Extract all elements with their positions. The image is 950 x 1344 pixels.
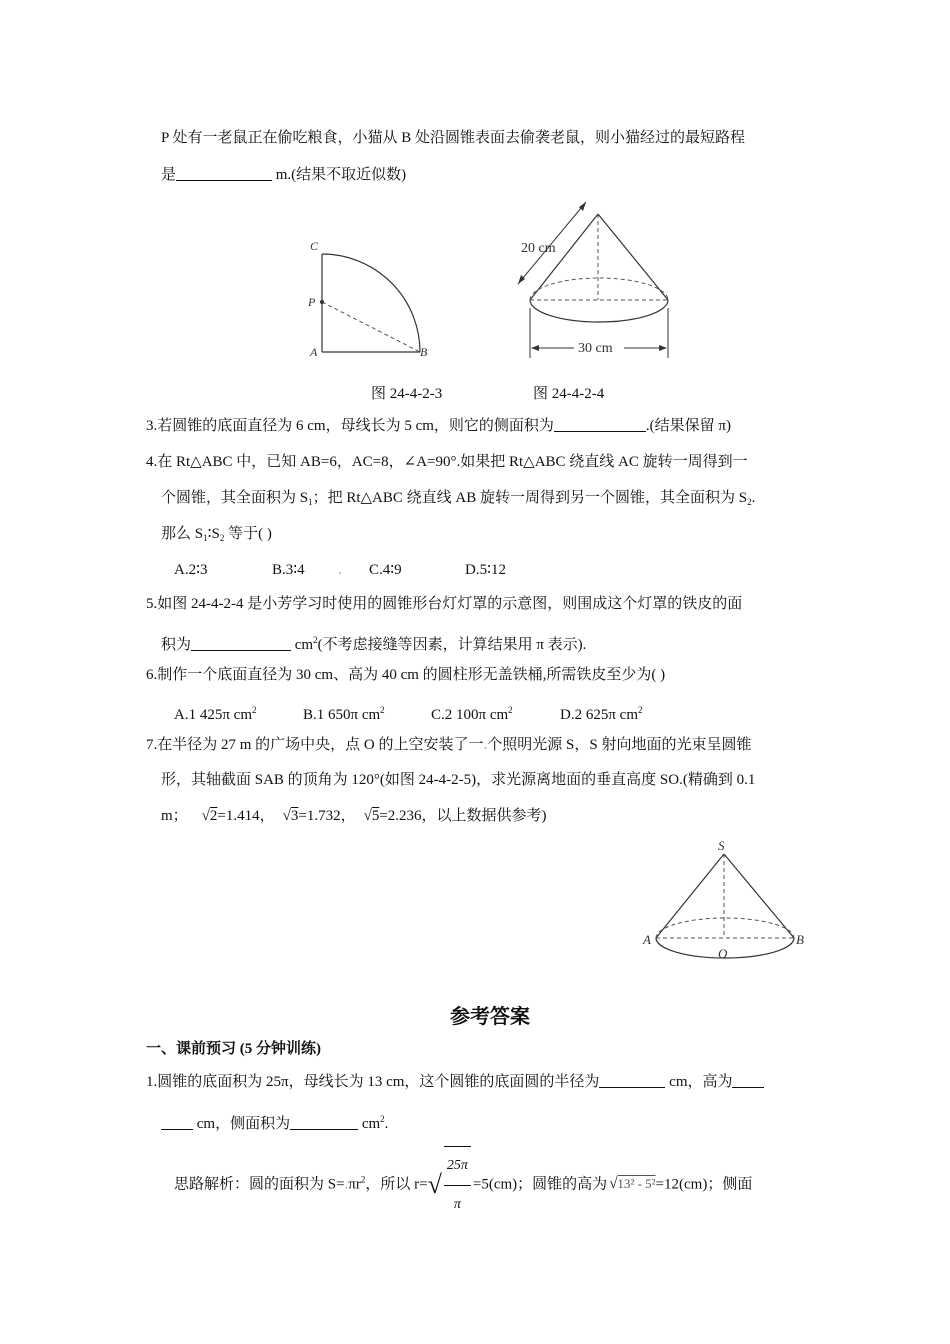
question-7-line-1: 7.在半径为 27 m 的广场中央，点 O 的上空安装了一.个照明光源 S，S 射向地面的光束呈圆锥 [146, 737, 752, 753]
orange-dot-mark: . [338, 562, 342, 578]
label-o: O [718, 946, 728, 961]
answer-blank[interactable] [554, 417, 646, 432]
question-6: 6.制作一个底面直径为 30 cm、高为 40 cm 的圆柱形无盖铁桶,所需铁皮至少为( ) [146, 667, 666, 683]
sqrt-expression: √13² - 5² [609, 1176, 656, 1193]
figure-light-cone [638, 838, 818, 968]
figure-cone-lampshade [500, 200, 700, 370]
label-s: S [718, 838, 725, 853]
question-4-option-b[interactable]: B.3∶4 [272, 562, 305, 578]
sqrt-2: √2 [201, 808, 218, 824]
label-a: A [643, 932, 651, 947]
label-a: A [310, 345, 318, 359]
question-5-line-2: 积为 $cm^2$(不考虑接缝等因素，计算结果用 π 表示). [161, 635, 587, 653]
question-6-option-a[interactable]: A.1 425π $cm^2$ [174, 705, 257, 723]
answer-blank[interactable] [161, 1115, 193, 1130]
answer-blank[interactable] [599, 1073, 665, 1088]
sqrt-3: √3 [282, 808, 299, 824]
question-6-option-d[interactable]: D.2 625π $cm^2$ [560, 705, 643, 723]
label-b: B [420, 345, 428, 359]
question-4-line-2: 个圆锥，其全面积为 $S_1$；把 Rt△ABC 绕直线 AB 旋转一周得到另一个圆锥，其全面积为 $S_2$. [161, 490, 756, 507]
answer-blank[interactable] [290, 1115, 358, 1130]
fraction: $\frac{25\pi}{\pi}$ [444, 1146, 471, 1224]
label-slant-length: 20 cm [521, 241, 556, 256]
question-7-line-3: m； √2=1.414， √3=1.732， √5=2.236，以上数据供参考) [161, 808, 547, 824]
question-4-line-1: 4.在 Rt△ABC 中，已知 AB=6，AC=8，∠A=90°.如果把 Rt△ABC 绕直线 AC 旋转一周得到一 [146, 454, 748, 470]
caption-fig-3: 图 24-4-2-3 [371, 386, 443, 402]
answer-1-line-2: cm，侧面积为 $cm^2$. [161, 1109, 388, 1134]
answer-blank[interactable] [732, 1073, 764, 1088]
label-b: B [796, 932, 804, 947]
label-c: C [310, 239, 319, 253]
problem-2-text-line-1: P 处有一老鼠正在偷吃粮食，小猫从 B 处沿圆锥表面去偷袭老鼠，则小猫经过的最短路程 [161, 130, 746, 146]
question-3: 3.若圆锥的底面直径为 6 cm，母线长为 5 cm，则它的侧面积为 .(结果保留 π) [146, 418, 731, 434]
section-heading: 一、课前预习 (5 分钟训练) [146, 1041, 321, 1057]
sqrt-5: √5 [363, 808, 380, 824]
orange-dot-mark: . [344, 1176, 349, 1193]
question-6-option-b[interactable]: B.1 650π $cm^2$ [303, 705, 385, 723]
answer-1-hint: 思路解析：圆的面积为 $S=.\pi r^2$，所以 r=√ $\frac{25\pi}{\pi}$ =5(cm)；圆锥的高为 √13² - 5²=12(cm)；侧面 [174, 1146, 752, 1186]
answers-title: 参考答案 [450, 1004, 530, 1028]
answer-blank[interactable] [191, 636, 291, 651]
question-4-line-3: 那么 $S_1∶S_2$ 等于( ) [161, 526, 272, 543]
problem-2-text-line-2: 是 m.(结果不取近似数) [161, 167, 407, 183]
label-p: P [308, 295, 316, 309]
question-4-option-a[interactable]: A.2∶3 [174, 562, 208, 578]
question-4-option-d[interactable]: D.5∶12 [465, 562, 506, 578]
answer-1-line-1: 1.圆锥的底面积为 25π，母线长为 13 cm，这个圆锥的底面圆的半径为 cm，高为 [146, 1072, 764, 1092]
answer-blank[interactable] [176, 166, 272, 181]
caption-fig-4: 图 24-4-2-4 [533, 386, 605, 402]
question-6-option-c[interactable]: C.2 100π $cm^2$ [431, 705, 513, 723]
orange-dot-mark: . [483, 737, 488, 753]
question-4-option-c[interactable]: C.4∶9 [369, 562, 402, 578]
question-7-line-2: 形，其轴截面 SAB 的顶角为 120°(如图 24-4-2-5)，求光源离地面的垂直高度 SO.(精确到 0.1 [161, 772, 756, 788]
figure-quarter-circle [300, 232, 440, 362]
sqrt-fraction: √ [427, 1170, 442, 1199]
label-diameter: 30 cm [578, 341, 613, 356]
question-5-line-1: 5.如图 24-4-2-4 是小芳学习时使用的圆锥形台灯灯罩的示意图，则围成这个灯罩的铁皮的面 [146, 596, 743, 612]
